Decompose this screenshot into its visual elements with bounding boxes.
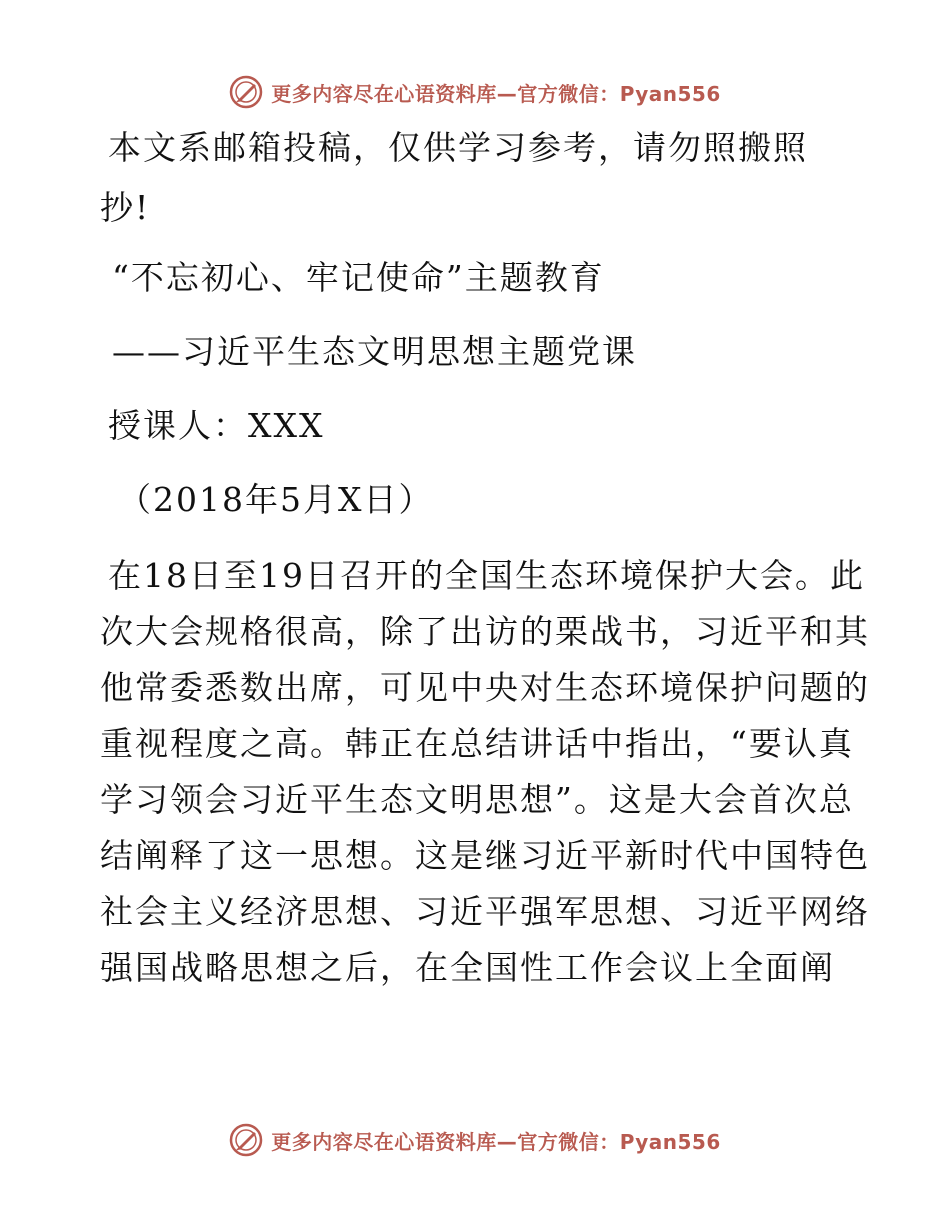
watermark-text: 更多内容尽在心语资料库—官方微信：Pyan556 bbox=[271, 1129, 721, 1154]
date-line: （2018年5月X日） bbox=[118, 480, 434, 519]
body-line: 学习领会习近平生态文明思想”。这是大会首次总 bbox=[100, 780, 854, 819]
lecturer-line: 授课人：XXX bbox=[108, 406, 325, 445]
notice-line-2: 抄! bbox=[100, 188, 151, 227]
notice-line-1: 本文系邮箱投稿，仅供学习参考，请勿照搬照 bbox=[108, 128, 808, 167]
body-line: 强国战略思想之后，在全国性工作会议上全面阐 bbox=[100, 948, 835, 987]
body-line: 社会主义经济思想、习近平强军思想、习近平网络 bbox=[100, 892, 870, 931]
body-line: 次大会规格很高，除了出访的栗战书，习近平和其 bbox=[100, 612, 870, 651]
footer-watermark bbox=[0, 1120, 950, 1160]
body-line: 在18日至19日召开的全国生态环境保护大会。此 bbox=[108, 556, 865, 595]
header-watermark bbox=[0, 72, 950, 112]
document-title: “不忘初心、牢记使命”主题教育 bbox=[112, 258, 605, 297]
pen-logo-icon bbox=[229, 75, 263, 109]
pen-logo-icon bbox=[229, 1123, 263, 1157]
body-line: 结阐释了这一思想。这是继习近平新时代中国特色 bbox=[100, 836, 870, 875]
body-line: 他常委悉数出席，可见中央对生态环境保护问题的 bbox=[100, 668, 870, 707]
document-subtitle: ——习近平生态文明思想主题党课 bbox=[112, 332, 637, 371]
watermark-text: 更多内容尽在心语资料库—官方微信：Pyan556 bbox=[271, 81, 721, 106]
body-line: 重视程度之高。韩正在总结讲话中指出，“要认真 bbox=[100, 724, 854, 763]
